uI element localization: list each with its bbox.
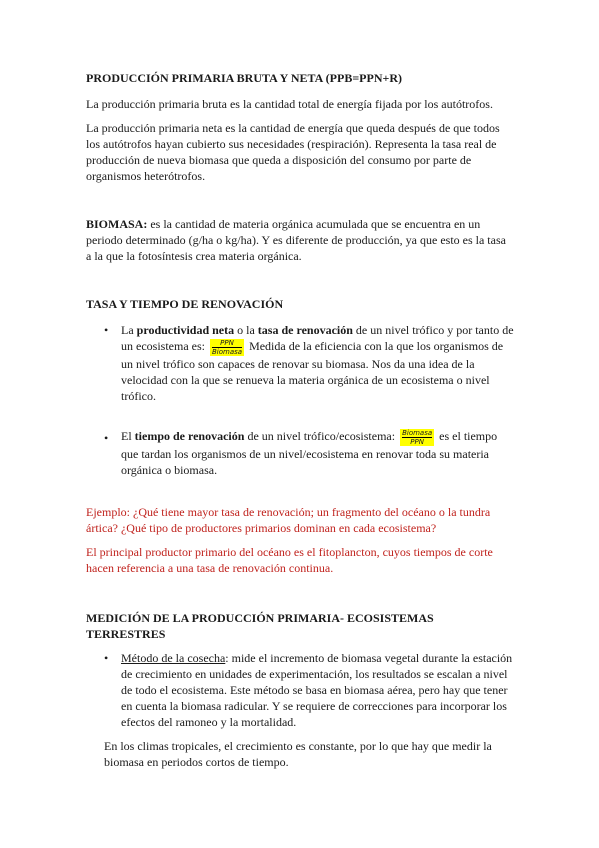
term-metodo-cosecha: Método de la cosecha	[121, 651, 226, 665]
text-run: es el tiempo que tardan los organismos de un nivel/ecosistema en renovar toda su materia orgánica o biomasa.	[121, 429, 498, 477]
ppn-paragraph: La producción primaria neta es la cantidad de energía que queda después de que todos los autótrofos hayan cubierto sus necesidades (respiración). Representa la tasa real de producción de nueva biomasa que queda a disposición del consumo por parte de organismos heterótrofos.	[86, 121, 500, 183]
formula-ppn-biomasa	[210, 339, 244, 356]
formula-numerator: Biomasa	[402, 428, 433, 437]
fitoplancton-paragraph: El principal productor primario del océano es el fitoplancton, cuyos tiempos de corte hacen referencia a una tasa de renovación continua.	[86, 545, 493, 575]
bullet-dot: •	[104, 431, 109, 445]
term-tiempo-renovacion: tiempo de renovación	[134, 429, 245, 443]
formula-biomasa-ppn	[400, 429, 434, 446]
heading-tasa: TASA Y TIEMPO DE RENOVACIÓN	[86, 297, 284, 311]
text-run: La	[121, 323, 137, 337]
term-productividad-neta: productividad neta	[136, 323, 235, 337]
tropical-paragraph: En los climas tropicales, el crecimiento es constante, por lo que hay que medir la biomasa en periodos cortos de tiempo.	[104, 739, 492, 769]
text-run: de un nivel trófico/ecosistema:	[244, 429, 399, 443]
text-run: o la	[234, 323, 258, 337]
bullet-metodo-cosecha	[121, 650, 516, 730]
text-run: Medida de la eficiencia con la que los organismos de un nivel trófico son capaces de renovar su biomasa. Nos da una idea de la velocidad con la que se renueva la materia orgánica de un ecosistema o nivel trófico.	[121, 339, 504, 403]
formula-numerator: PPN	[212, 339, 242, 348]
text-run: El	[121, 429, 135, 443]
bullet-dot: •	[104, 651, 109, 665]
ejemplo-paragraph: Ejemplo: ¿Qué tiene mayor tasa de renovación; un fragmento del océano o la tundra ártica? ¿Qué tipo de productores primarios dominan en cada ecosistema?	[86, 505, 491, 535]
biomasa-definition: es la cantidad de materia orgánica acumulada que se encuentra en un periodo determinado (g/ha o kg/ha). Y es diferente de producción, ya que esto es la tasa a la que la fotosíntesis crea materia orgánica.	[86, 217, 506, 263]
text-run: de un nivel trófico y por tanto de un ecosistema es:	[121, 323, 514, 353]
ppb-paragraph: La producción primaria bruta es la cantidad total de energía fijada por los autótrofos.	[86, 97, 493, 111]
term-tasa-renovacion: tasa de renovación	[257, 323, 353, 337]
text-run: : mide el incremento de biomasa vegetal durante la estación de crecimiento en unidades de experimentación, los resultados se escalan a nivel de todo el ecosistema. Este método se basa en biomasa aérea, pero hay que tener en cuenta la biomasa radicular. Y se requiere de correcciones para incorporar los efectos del ramoneo y la mortalidad.	[121, 651, 513, 729]
heading-ppb: PRODUCCIÓN PRIMARIA BRUTA Y NETA (PPB=PPN+R)	[86, 71, 403, 85]
formula-denominator: PPN	[410, 437, 424, 446]
heading-medicion: MEDICIÓN DE LA PRODUCCIÓN PRIMARIA- ECOSISTEMAS TERRESTRES	[86, 611, 434, 641]
bullet-tasa-renovacion	[121, 322, 516, 404]
biomasa-term: BIOMASA:	[86, 217, 148, 231]
bullet-dot: •	[104, 323, 109, 337]
biomasa-paragraph	[86, 216, 506, 264]
bullet-tiempo-renovacion	[121, 428, 516, 478]
formula-denominator: Biomasa	[211, 347, 243, 356]
